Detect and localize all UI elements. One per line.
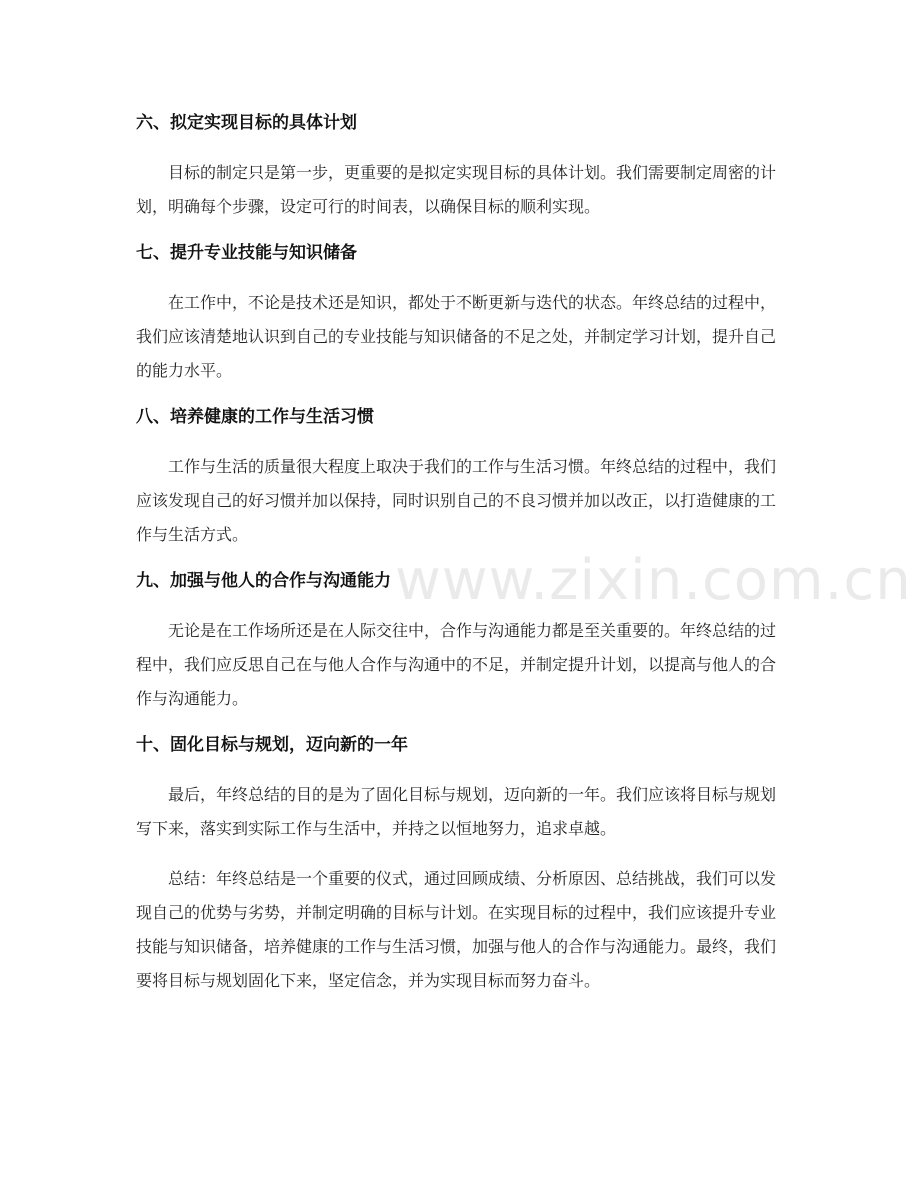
section-body-8: 工作与生活的质量很大程度上取决于我们的工作与生活习惯。年终总结的过程中，我们应该发现自己的好习惯并加以保持，同时识别自己的不良习惯并加以改正，以打造健康的工作与生活方式。 [136, 457, 777, 544]
section-title-7: 七、提升专业技能与知识储备 [136, 243, 357, 263]
watermark-text: www.zixin.com.cn [395, 548, 912, 613]
section-body-6: 目标的制定只是第一步，更重要的是拟定实现目标的具体计划。我们需要制定周密的计划，明确每个步骤，设定可行的时间表，以确保目标的顺利实现。 [136, 163, 777, 216]
section-title-10: 十、固化目标与规划，迈向新的一年 [136, 735, 408, 755]
section-body-9: 无论是在工作场所还是在人际交往中，合作与沟通能力都是至关重要的。年终总结的过程中，我们应反思自己在与他人合作与沟通中的不足，并制定提升计划，以提高与他人的合作与沟通能力。 [136, 621, 777, 708]
section-title-6: 六、拟定实现目标的具体计划 [136, 113, 357, 133]
section-body-7: 在工作中，不论是技术还是知识，都处于不断更新与迭代的状态。年终总结的过程中，我们应该清楚地认识到自己的专业技能与知识储备的不足之处，并制定学习计划，提升自己的能力水平。 [136, 293, 777, 380]
document-content [136, 104, 786, 998]
section-title-9: 九、加强与他人的合作与沟通能力 [136, 571, 391, 591]
section-body-10: 最后，年终总结的目的是为了固化目标与规划，迈向新的一年。我们应该将目标与规划写下来，落实到实际工作与生活中，并持之以恒地努力，追求卓越。 [136, 785, 777, 838]
summary-paragraph: 总结：年终总结是一个重要的仪式，通过回顾成绩、分析原因、总结挑战，我们可以发现自己的优势与劣势，并制定明确的目标与计划。在实现目标的过程中，我们应该提升专业技能与知识储备，培养健康的工作与生活习惯，加强与他人的合作与沟通能力。最终，我们要将目标与规划固化下来，坚定信念，并为实现目标而努力奋斗。 [136, 869, 777, 990]
section-title-8: 八、培养健康的工作与生活习惯 [136, 407, 374, 427]
